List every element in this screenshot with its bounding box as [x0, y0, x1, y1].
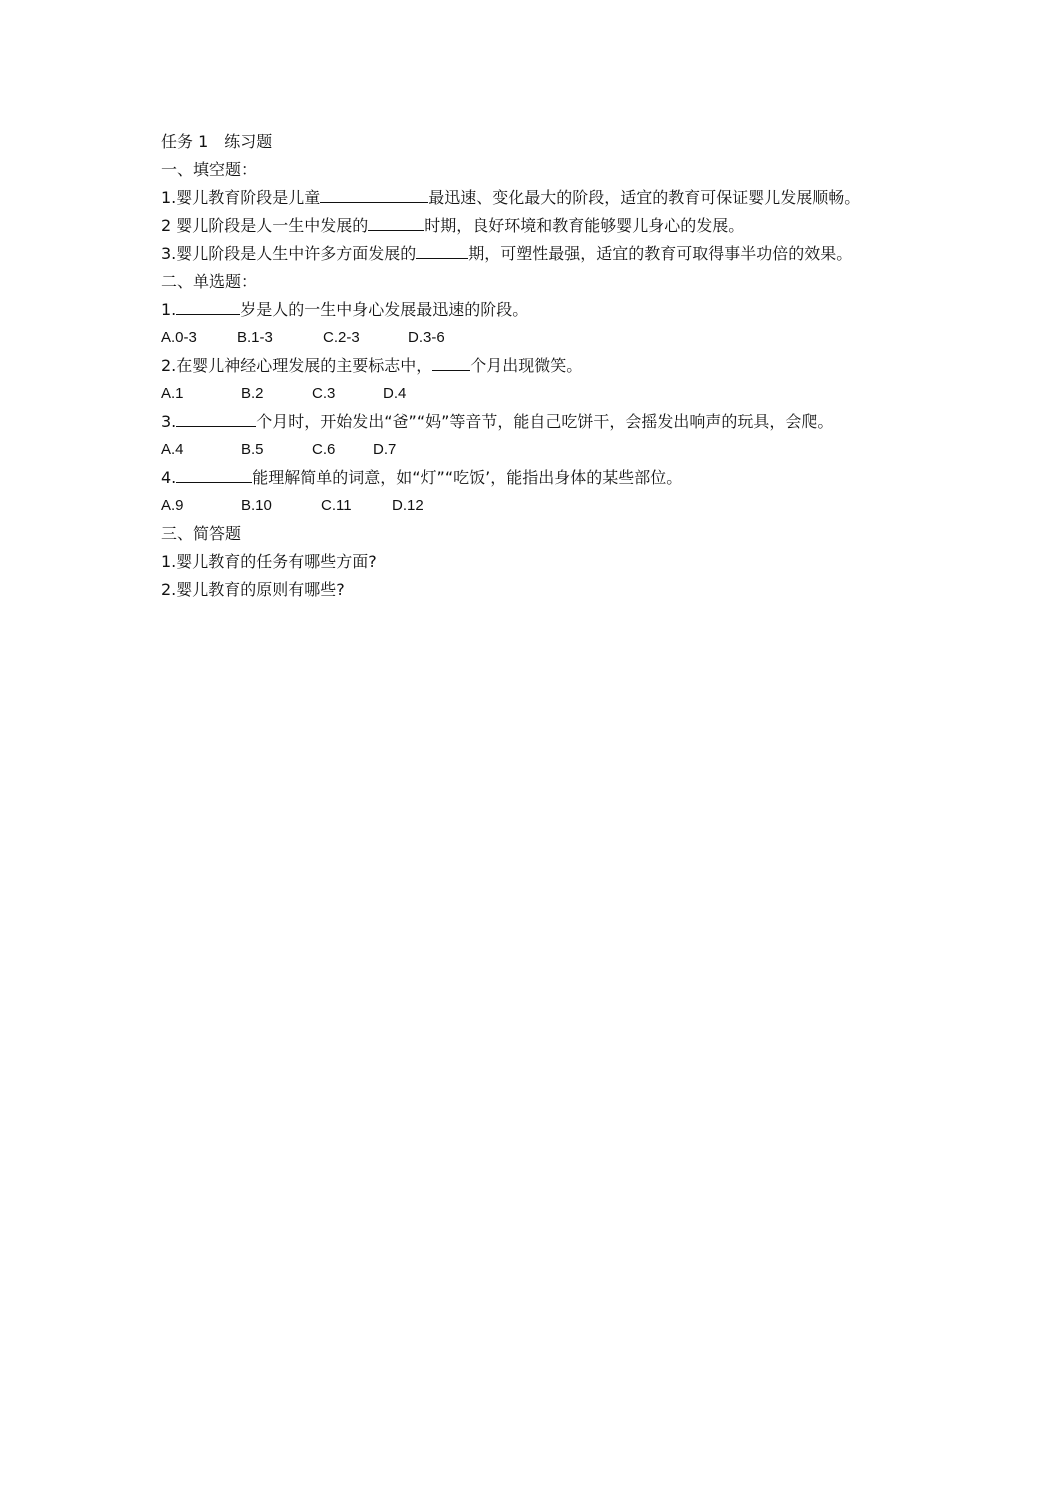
- answer-blank[interactable]: [432, 352, 470, 371]
- option-c[interactable]: C.11: [321, 497, 352, 514]
- option-d[interactable]: D.3-6: [408, 329, 445, 346]
- option-c[interactable]: C.3: [312, 385, 336, 402]
- option-d[interactable]: D.12: [392, 497, 424, 514]
- answer-blank[interactable]: [416, 240, 468, 259]
- single-question-3-options: [161, 436, 906, 464]
- option-a[interactable]: A.4: [161, 441, 184, 458]
- document-page: [161, 128, 906, 604]
- short-question-1: 1.婴儿教育的任务有哪些方面?: [161, 552, 377, 571]
- option-d[interactable]: D.7: [373, 441, 397, 458]
- option-a[interactable]: A.0-3: [161, 329, 197, 346]
- section-heading-fill: 一、填空题：: [161, 160, 258, 179]
- single-question-3: 3. 个月时，开始发出“爸”“妈”等音节，能自己吃饼干，会摇发出响声的玩具，会爬。: [161, 408, 906, 436]
- answer-blank[interactable]: [176, 408, 256, 427]
- option-d[interactable]: D.4: [383, 385, 407, 402]
- single-question-4: 4. 能理解简单的词意，如“灯”“吃饭’，能指出身体的某些部位。: [161, 464, 906, 492]
- answer-blank[interactable]: [176, 464, 252, 483]
- single-question-1: 1. 岁是人的一生中身心发展最迅速的阶段。: [161, 296, 906, 324]
- answer-blank[interactable]: [176, 296, 240, 315]
- option-c[interactable]: C.2-3: [323, 329, 360, 346]
- section-heading-single: 二、单选题：: [161, 272, 258, 291]
- fill-question-1: 1.婴儿教育阶段是儿童 最迅速、变化最大的阶段，适宜的教育可保证婴儿发展顺畅。: [161, 184, 906, 212]
- option-a[interactable]: A.1: [161, 385, 184, 402]
- option-b[interactable]: B.1-3: [237, 329, 273, 346]
- option-b[interactable]: B.2: [241, 385, 264, 402]
- option-b[interactable]: B.10: [241, 497, 272, 514]
- single-question-4-options: [161, 492, 906, 520]
- answer-blank[interactable]: [320, 184, 428, 203]
- answer-blank[interactable]: [368, 212, 424, 231]
- option-a[interactable]: A.9: [161, 497, 184, 514]
- fill-question-2: 2 婴儿阶段是人一生中发展的 时期，良好环境和教育能够婴儿身心的发展。: [161, 212, 906, 240]
- single-question-2-options: [161, 380, 906, 408]
- single-question-2: 2.在婴儿神经心理发展的主要标志中， 个月出现微笑。: [161, 352, 906, 380]
- section-heading-short: 三、简答题: [161, 524, 242, 543]
- option-b[interactable]: B.5: [241, 441, 264, 458]
- single-question-1-options: [161, 324, 906, 352]
- page-title: 任务 1 练习题: [161, 132, 273, 151]
- short-question-2: 2.婴儿教育的原则有哪些?: [161, 580, 345, 599]
- fill-question-3: 3.婴儿阶段是人生中许多方面发展的 期，可塑性最强，适宜的教育可取得事半功倍的效果。: [161, 240, 906, 268]
- option-c[interactable]: C.6: [312, 441, 336, 458]
